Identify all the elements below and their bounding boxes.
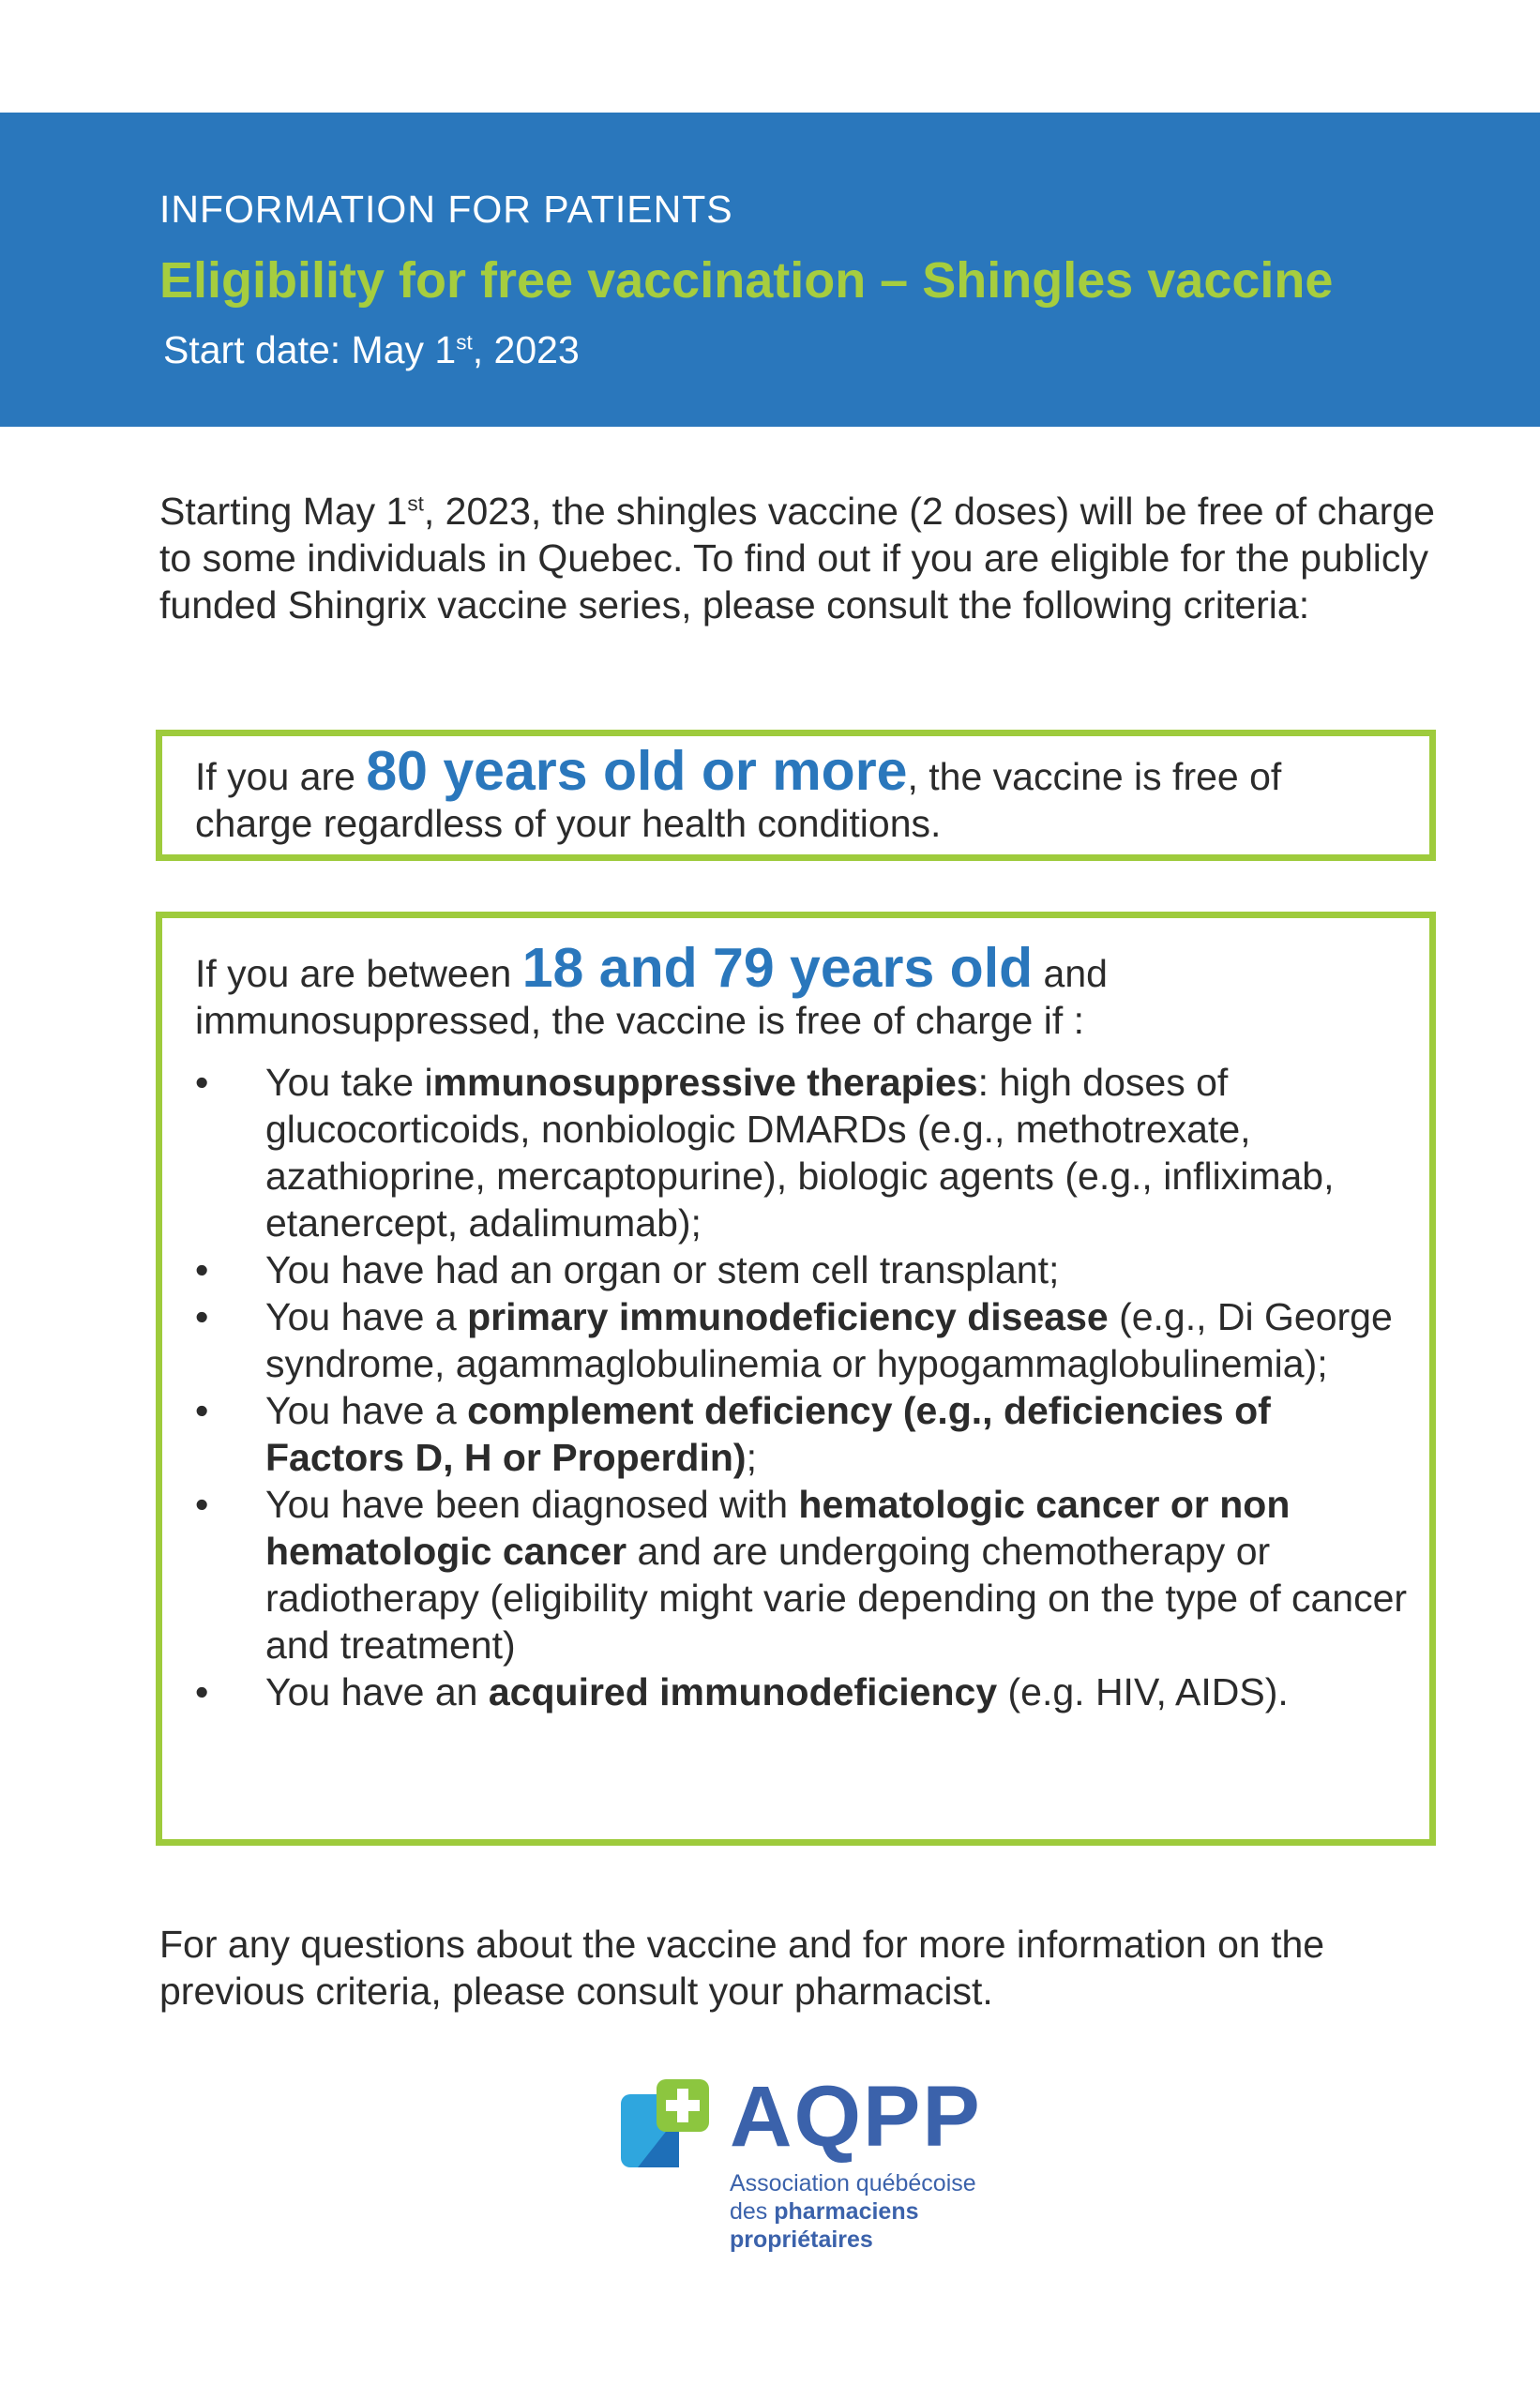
list-item: [195, 1293, 1414, 1387]
start-date: [163, 328, 580, 372]
intro-paragraph: [159, 488, 1444, 628]
aqpp-logo: [619, 2069, 1032, 2265]
logo-line-2: [730, 2197, 976, 2226]
item-text: You have an: [265, 1670, 489, 1713]
bullet-icon: •: [195, 1389, 209, 1432]
item-text-end: ;: [746, 1436, 757, 1479]
criteria-18-79-suffix: and immunosuppressed, the vaccine is free of charge if :: [195, 952, 1108, 1042]
list-item: [195, 1059, 1414, 1246]
criteria-80-text: [195, 740, 1405, 847]
criteria-18-79-lead: [195, 937, 1405, 1044]
start-date-prefix: Start date: May 1: [163, 328, 457, 371]
criteria-18-79-highlight: 18 and 79 years old: [521, 937, 1034, 999]
bullet-icon: •: [195, 1061, 209, 1104]
header-banner: [0, 113, 1540, 427]
criteria-box-80-plus: [156, 730, 1436, 861]
item-text: You have been diagnosed with: [265, 1483, 799, 1526]
list-item: [195, 1481, 1414, 1668]
logo-line-2-prefix: des: [730, 2198, 775, 2225]
header-kicker: INFORMATION FOR PATIENTS: [159, 188, 733, 231]
item-bold: hematologic cancer or non hematologic cancer: [265, 1483, 1291, 1573]
item-text-end: and are undergoing chemotherapy or radiotherapy (eligibility might varie depending on the type of cancer and treatment): [265, 1530, 1408, 1667]
bullet-icon: •: [195, 1248, 209, 1291]
logo-line-3: propriétaires: [730, 2226, 873, 2253]
item-text-end: : high doses of glucocorticoids, nonbiologic DMARDs (e.g., methotrexate, azathioprine, mercaptopurine), biologic agents (e.g., infliximab, etanercept, adalimumab);: [265, 1061, 1335, 1245]
intro-sup: st: [407, 491, 424, 516]
list-item: [195, 1246, 1414, 1293]
item-text-end: (e.g. HIV, AIDS).: [997, 1670, 1289, 1713]
item-bold: primary immunodeficiency disease: [467, 1295, 1109, 1338]
item-bold: mmunosuppressive therapies: [432, 1061, 978, 1104]
intro-prefix: Starting May 1: [159, 490, 408, 533]
start-date-suffix: , 2023: [472, 328, 580, 371]
item-text: You take i: [265, 1061, 433, 1104]
criteria-80-highlight: 80 years old or more: [366, 740, 908, 802]
item-text: You have had an organ or stem cell transplant;: [265, 1248, 1060, 1291]
intro-rest: , 2023, the shingles vaccine (2 doses) will be free of charge to some individuals in Quebec. To find out if you are eligible for the publicly funded Shingrix vaccine series, please consult the following criteria:: [159, 490, 1435, 626]
item-text: You have a: [265, 1389, 468, 1432]
item-bold: complement deficiency (e.g., deficiencies of Factors D, H or Properdin): [265, 1389, 1271, 1479]
list-item: [195, 1387, 1414, 1481]
item-bold: acquired immunodeficiency: [488, 1670, 998, 1713]
list-item: [195, 1668, 1414, 1715]
logo-line-2-bold: pharmaciens: [774, 2198, 919, 2225]
start-date-sup: st: [456, 330, 473, 355]
logo-association-name: [730, 2169, 976, 2254]
page-title: Eligibility for free vaccination – Shingles vaccine: [159, 252, 1334, 309]
criteria-80-prefix: If you are: [195, 755, 367, 798]
logo-wordmark: AQPP: [730, 2069, 982, 2165]
bullet-icon: •: [195, 1295, 209, 1338]
criteria-80-suffix: , the vaccine is free of charge regardless of your health conditions.: [195, 755, 1282, 845]
bullet-icon: •: [195, 1670, 209, 1713]
bullet-icon: •: [195, 1483, 209, 1526]
plus-cross-icon: [619, 2077, 713, 2171]
closing-paragraph: For any questions about the vaccine and for more information on the previous criteria, please consult your pharmacist.: [159, 1923, 1325, 2013]
item-text-end: (e.g., Di George syndrome, agammaglobulinemia or hypogammaglobulinemia);: [265, 1295, 1393, 1385]
criteria-18-79-prefix: If you are between: [195, 952, 522, 995]
logo-line-1: Association québécoise: [730, 2170, 976, 2196]
item-text: You have a: [265, 1295, 468, 1338]
criteria-box-18-79: [156, 912, 1436, 1846]
criteria-list: [195, 1059, 1414, 1715]
